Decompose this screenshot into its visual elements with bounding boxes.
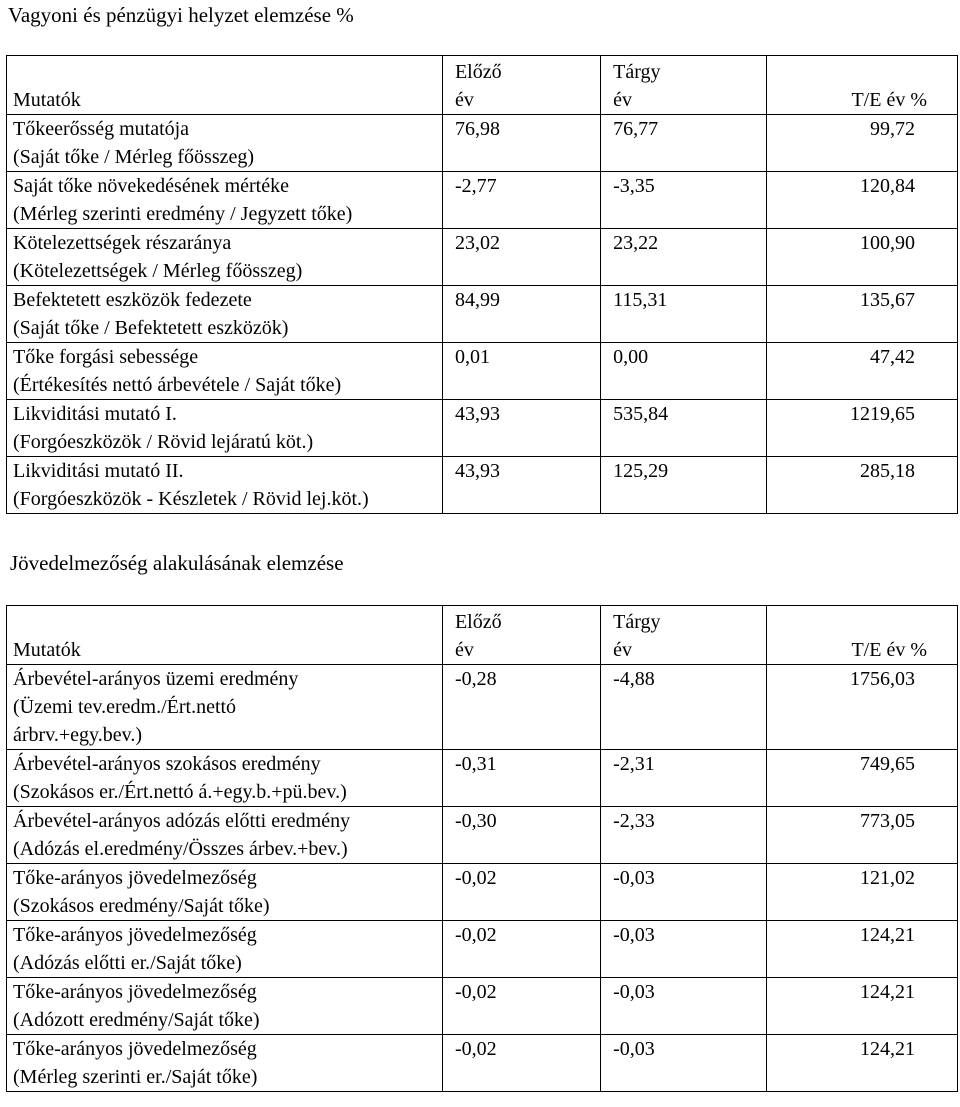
indicator-name: Tőke-arányos jövedelmezőség [13, 924, 257, 946]
indicator-cell [7, 343, 443, 400]
indicator-formula: (Szokásos eredmény/Saját tőke) [13, 895, 270, 917]
indicator-cell [7, 286, 443, 343]
indicator-formula: (Adózott eredmény/Saját tőke) [13, 1009, 260, 1031]
previous-year-value: -0,02 [442, 978, 600, 1035]
previous-year-value: -2,77 [442, 172, 600, 229]
ratio-value: 121,02 [767, 864, 958, 921]
current-year-value: -4,88 [601, 665, 767, 750]
header-previous-year [442, 56, 600, 115]
ratio-value: 135,67 [767, 286, 958, 343]
current-year-value: 0,00 [601, 343, 767, 400]
header-current-year [601, 56, 767, 115]
indicator-cell [7, 400, 443, 457]
indicator-name: Kötelezettségek részaránya [13, 232, 232, 254]
financial-position-table [6, 55, 958, 514]
current-year-value: -2,31 [601, 750, 767, 807]
table-row [7, 921, 958, 978]
indicator-formula-cont: árbrv.+egy.bev.) [13, 724, 142, 746]
section-title-profitability: Jövedelmezőség alakulásának elemzése [10, 551, 344, 575]
table-header-row [7, 56, 958, 115]
indicator-cell [7, 115, 443, 172]
table-row [7, 457, 958, 514]
indicator-cell [7, 229, 443, 286]
table-row [7, 864, 958, 921]
previous-year-value: 76,98 [442, 115, 600, 172]
previous-year-value: -0,02 [442, 921, 600, 978]
current-year-value: 125,29 [601, 457, 767, 514]
indicator-name: Befektetett eszközök fedezete [13, 289, 252, 311]
previous-year-value: -0,31 [442, 750, 600, 807]
current-year-value: -0,03 [601, 1035, 767, 1092]
header-ratio: T/E év % [767, 56, 958, 115]
indicator-formula: (Forgóeszközök / Rövid lejáratú köt.) [13, 431, 314, 453]
table-row [7, 665, 958, 750]
previous-year-value: 84,99 [442, 286, 600, 343]
ratio-value: 285,18 [767, 457, 958, 514]
header-previous-line2: év [454, 89, 474, 111]
header-indicators: Mutatók [7, 56, 443, 115]
current-year-value: -3,35 [601, 172, 767, 229]
indicator-formula: (Üzemi tev.eredm./Ért.nettó [13, 696, 237, 718]
table-row [7, 115, 958, 172]
indicator-name: Tőke-arányos jövedelmezőség [13, 867, 257, 889]
indicator-formula: (Forgóeszközök - Készletek / Rövid lej.köt.) [13, 488, 369, 510]
indicator-name: Árbevétel-arányos adózás előtti eredmény [13, 810, 351, 832]
ratio-value: 124,21 [767, 921, 958, 978]
table-row [7, 172, 958, 229]
indicator-cell [7, 457, 443, 514]
previous-year-value: 0,01 [442, 343, 600, 400]
indicator-formula: (Kötelezettségek / Mérleg főösszeg) [13, 260, 303, 282]
indicator-cell [7, 864, 443, 921]
indicator-formula: (Adózás előtti er./Saját tőke) [13, 952, 242, 974]
header-ratio: T/E év % [767, 606, 958, 665]
indicator-formula: (Adózás el.eredmény/Összes árbev.+bev.) [13, 838, 348, 860]
table-row [7, 286, 958, 343]
ratio-value: 1219,65 [767, 400, 958, 457]
current-year-value: -2,33 [601, 807, 767, 864]
indicator-cell [7, 1035, 443, 1092]
indicator-cell [7, 172, 443, 229]
indicator-name: Tőkeerősség mutatója [13, 118, 190, 140]
indicator-name: Likviditási mutató I. [13, 403, 177, 425]
current-year-value: -0,03 [601, 921, 767, 978]
indicator-name: Árbevétel-arányos üzemi eredmény [13, 668, 299, 690]
indicator-name: Likviditási mutató II. [13, 460, 184, 482]
header-current-line2: év [613, 639, 632, 661]
indicator-cell [7, 807, 443, 864]
ratio-value: 100,90 [767, 229, 958, 286]
ratio-value: 124,21 [767, 1035, 958, 1092]
current-year-value: 23,22 [601, 229, 767, 286]
header-previous-line1: Előző [454, 61, 502, 83]
header-current-line1: Tárgy [613, 611, 661, 633]
ratio-value: 1756,03 [767, 665, 958, 750]
table-header-row [7, 606, 958, 665]
indicator-formula: (Szokásos er./Ért.nettó á.+egy.b.+pü.bev.) [13, 781, 347, 803]
table-row [7, 750, 958, 807]
previous-year-value: -0,28 [442, 665, 600, 750]
header-previous-line2: év [454, 639, 474, 661]
indicator-formula: (Saját tőke / Mérleg főösszeg) [13, 146, 255, 168]
header-previous-line1: Előző [454, 611, 502, 633]
header-current-year [601, 606, 767, 665]
current-year-value: 76,77 [601, 115, 767, 172]
ratio-value: 749,65 [767, 750, 958, 807]
table-row [7, 400, 958, 457]
previous-year-value: -0,30 [442, 807, 600, 864]
table-row [7, 978, 958, 1035]
indicator-formula: (Mérleg szerinti er./Saját tőke) [13, 1066, 258, 1088]
indicator-name: Tőke forgási sebessége [13, 346, 199, 368]
previous-year-value: -0,02 [442, 864, 600, 921]
current-year-value: -0,03 [601, 978, 767, 1035]
current-year-value: 535,84 [601, 400, 767, 457]
page-title: Vagyoni és pénzügyi helyzet elemzése % [8, 3, 354, 27]
previous-year-value: 43,93 [442, 400, 600, 457]
indicator-formula: (Saját tőke / Befektetett eszközök) [13, 317, 289, 339]
table-row [7, 343, 958, 400]
ratio-value: 120,84 [767, 172, 958, 229]
table-row [7, 807, 958, 864]
previous-year-value: 43,93 [442, 457, 600, 514]
indicator-name: Tőke-arányos jövedelmezőség [13, 1038, 257, 1060]
indicator-cell [7, 750, 443, 807]
previous-year-value: 23,02 [442, 229, 600, 286]
current-year-value: 115,31 [601, 286, 767, 343]
ratio-value: 47,42 [767, 343, 958, 400]
current-year-value: -0,03 [601, 864, 767, 921]
ratio-value: 124,21 [767, 978, 958, 1035]
indicator-name: Saját tőke növekedésének mértéke [13, 175, 289, 197]
indicator-formula: (Értékesítés nettó árbevétele / Saját tőke) [13, 374, 342, 396]
ratio-value: 99,72 [767, 115, 958, 172]
indicator-cell [7, 921, 443, 978]
table-row [7, 1035, 958, 1092]
profitability-table [6, 605, 958, 1092]
header-indicators: Mutatók [7, 606, 443, 665]
indicator-name: Tőke-arányos jövedelmezőség [13, 981, 257, 1003]
ratio-value: 773,05 [767, 807, 958, 864]
header-current-line2: év [613, 89, 632, 111]
indicator-cell [7, 665, 443, 750]
previous-year-value: -0,02 [442, 1035, 600, 1092]
indicator-name: Árbevétel-arányos szokásos eredmény [13, 753, 321, 775]
table-row [7, 229, 958, 286]
indicator-formula: (Mérleg szerinti eredmény / Jegyzett tőke) [13, 203, 353, 225]
indicator-cell [7, 978, 443, 1035]
header-current-line1: Tárgy [613, 61, 661, 83]
header-previous-year [442, 606, 600, 665]
